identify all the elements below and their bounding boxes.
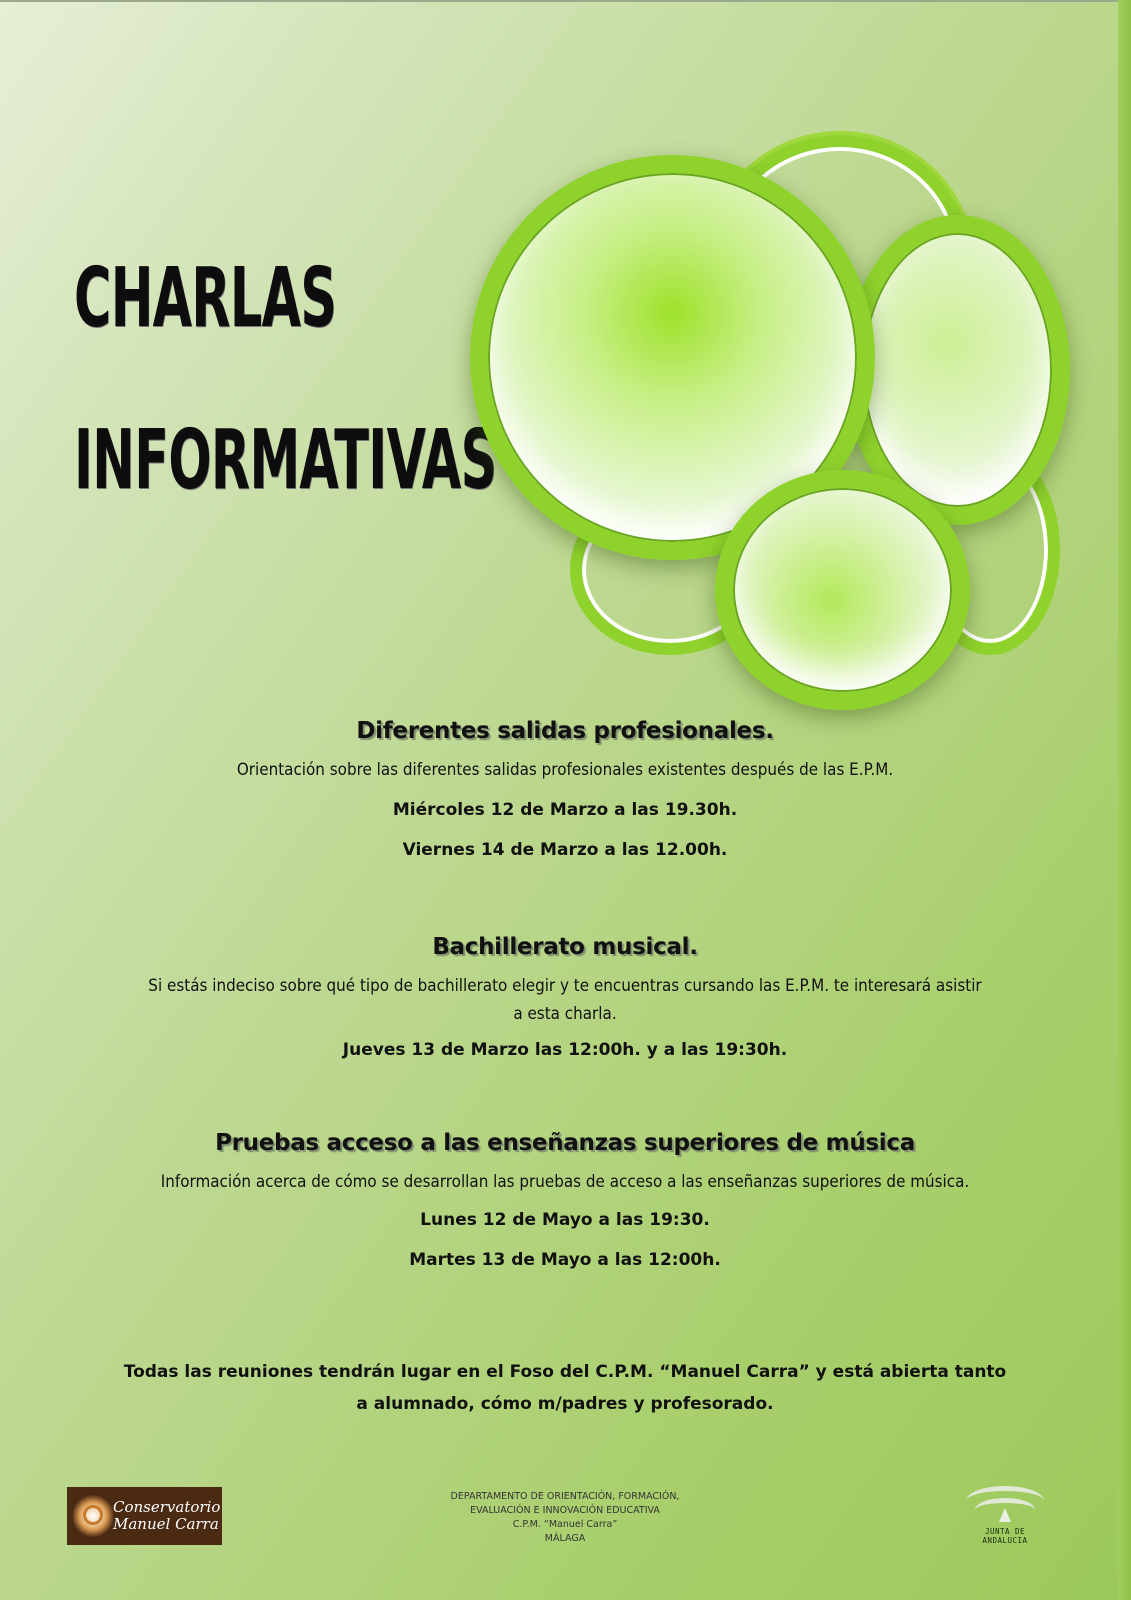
credit-line: MÁLAGA [544,1533,586,1544]
credit-line: EVALUACIÓN E INNOVACIÓN EDUCATIVA [470,1505,660,1516]
conservatorio-logo [67,1487,222,1545]
credit-line: DEPARTAMENTO DE ORIENTACIÓN, FORMACIÓN, [450,1491,680,1502]
section-date: Viernes 14 de Marzo a las 12.00h. [402,840,728,860]
section-heading: Bachillerato musical. [432,934,698,960]
right-edge-strip [1118,0,1131,1600]
top-border [0,0,1131,2]
bubble-small [715,470,970,710]
section-heading: Diferentes salidas profesionales. [356,718,774,744]
junta-column-icon [999,1508,1011,1522]
page-title-line-1: CHARLAS [74,251,337,346]
section-description: Si estás indeciso sobre qué tipo de bachillerato elegir y te encuentras cursando las E.P.M. te interesará asistir [148,976,982,995]
section-description: Orientación sobre las diferentes salidas profesionales existentes después de las E.P.M. [236,760,894,779]
junta-label: JUNTA DE ANDALUCIA [982,1527,1028,1545]
section-salidas-profesionales [40,718,1090,860]
section-pruebas-acceso [40,1130,1090,1270]
conservatorio-emblem-icon [67,1487,113,1545]
logo-text-line-1: Conservatorio [113,1498,221,1516]
section-date: Lunes 12 de Mayo a las 19:30. [420,1210,710,1230]
section-date: Miércoles 12 de Marzo a las 19.30h. [392,800,738,820]
section-date: Jueves 13 de Marzo las 12:00h. y a las 19:30h. [342,1040,788,1060]
notice-line-2: a alumnado, cómo m/padres y profesorado. [356,1394,774,1414]
section-heading: Pruebas acceso a las enseñanzas superiores de música [215,1130,915,1156]
section-description-continued: a esta charla. [513,1004,617,1023]
logo-text-line-2: Manuel Carra [113,1515,219,1533]
department-credits [400,1490,730,1546]
decorative-bubbles-illustration [470,125,1100,715]
page-title-line-2: INFORMATIVAS [74,413,497,508]
section-description: Información acerca de cómo se desarrollan las pruebas de acceso a las enseñanzas superiores de música. [160,1172,970,1191]
section-bachillerato-musical [40,934,1090,1060]
venue-notice [40,1362,1090,1414]
junta-andalucia-logo [960,1484,1050,1544]
notice-line-1: Todas las reuniones tendrán lugar en el Foso del C.P.M. “Manuel Carra” y está abierta tanto [123,1362,1007,1382]
credit-line: C.P.M. “Manuel Carra” [512,1519,618,1530]
section-date: Martes 13 de Mayo a las 12:00h. [409,1250,721,1270]
